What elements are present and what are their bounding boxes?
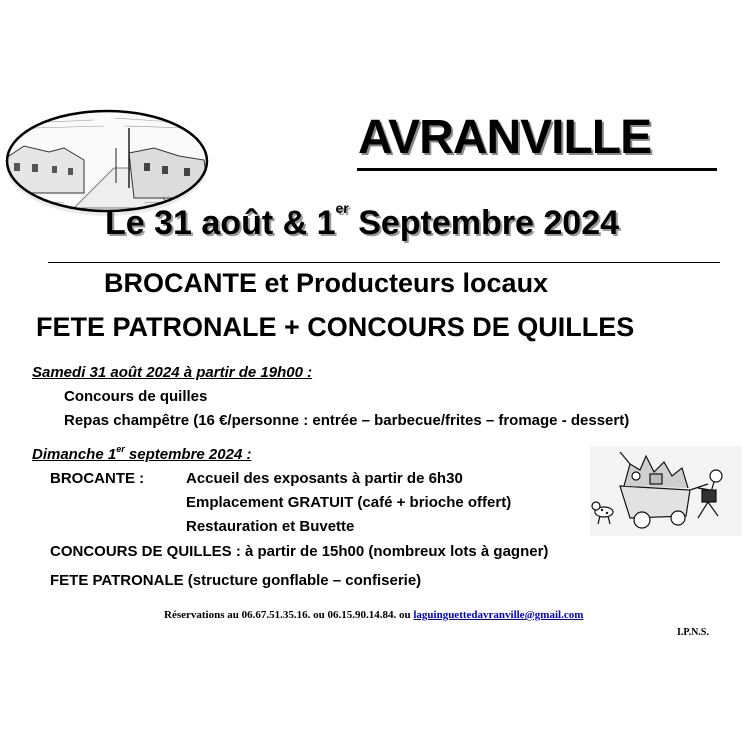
divider xyxy=(48,262,720,263)
brocante-item: Restauration et Buvette xyxy=(186,518,355,535)
subtitle-brocante: BROCANTE et Producteurs locaux xyxy=(104,268,549,298)
brocante-cart-cartoon-icon xyxy=(590,446,742,536)
fete-info: FETE PATRONALE (structure gonflable – confiserie) xyxy=(50,572,422,589)
date-superscript: er xyxy=(335,200,349,216)
date-part2: Septembre 2024 xyxy=(348,204,620,242)
saturday-item: Concours de quilles xyxy=(64,388,208,405)
page-title: AVRANVILLE xyxy=(358,111,652,164)
reservations-text: Réservations au 06.67.51.35.16. ou 06.15.90.14.84. ou xyxy=(164,609,414,621)
brocante-item: Emplacement GRATUIT (café + brioche offert) xyxy=(186,494,512,511)
sunday-heading-part1: Dimanche 1 xyxy=(32,446,117,463)
brocante-item: Accueil des exposants à partir de 6h30 xyxy=(186,470,463,487)
sunday-heading-part2: septembre 2024 : xyxy=(124,446,252,463)
sunday-heading xyxy=(32,446,251,463)
quilles-info: CONCOURS DE QUILLES : à partir de 15h00 (nombreux lots à gagner) xyxy=(50,543,549,560)
saturday-heading: Samedi 31 août 2024 à partir de 19h00 : xyxy=(32,364,313,381)
email-link[interactable]: laguinguettedavranville@gmail.com xyxy=(413,609,584,621)
subtitle-fete: FETE PATRONALE + CONCOURS DE QUILLES xyxy=(36,312,635,342)
brocante-label: BROCANTE : xyxy=(50,470,145,487)
sunday-heading-superscript: er xyxy=(116,444,125,454)
event-dates xyxy=(105,200,620,243)
date-part1: Le 31 août & 1 xyxy=(105,204,336,242)
ipns-mark: I.P.N.S. xyxy=(677,627,709,638)
title-underline xyxy=(357,168,717,171)
saturday-item: Repas champêtre (16 €/personne : entrée – barbecue/frites – fromage - dessert) xyxy=(64,412,630,429)
reservations-footer xyxy=(164,609,583,621)
